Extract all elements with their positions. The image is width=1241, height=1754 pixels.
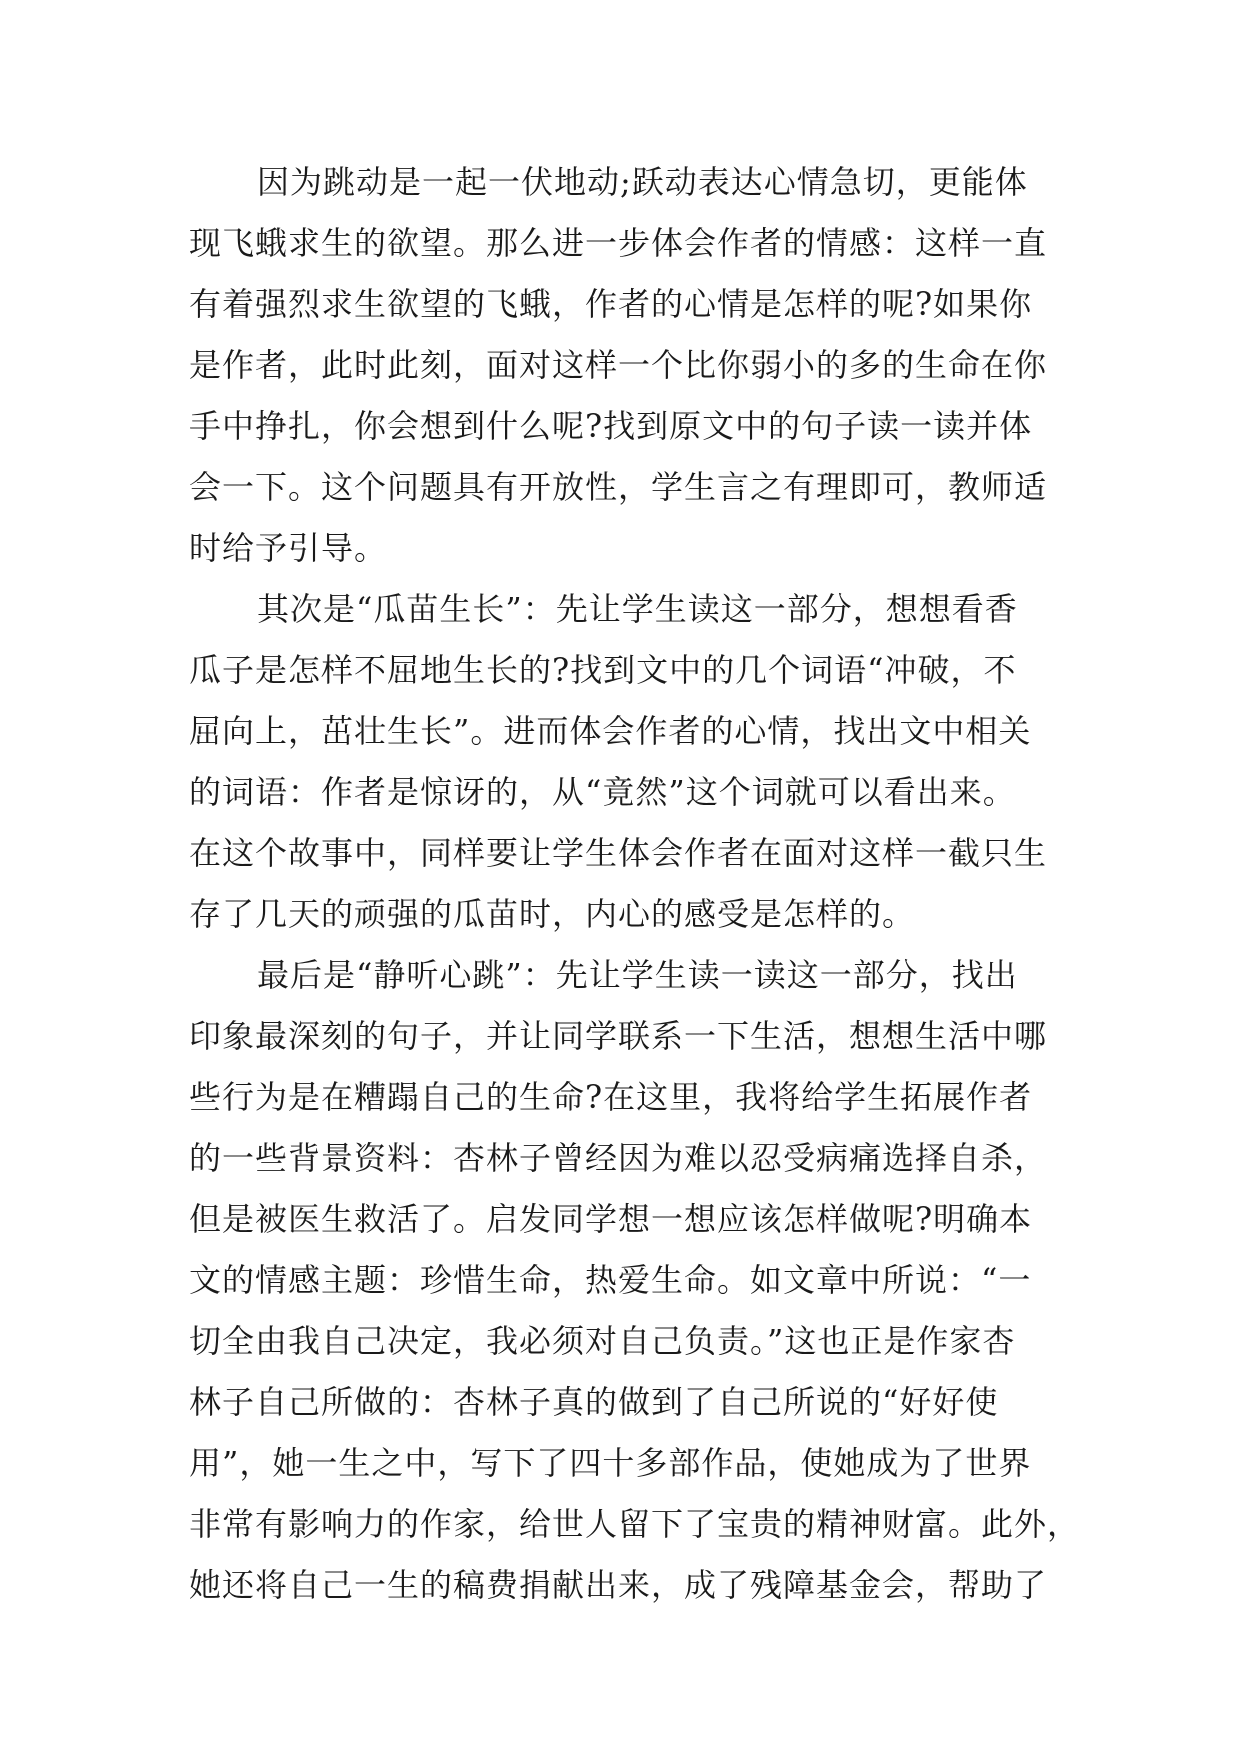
text-line: 瓜子是怎样不屈地生长的?找到文中的几个词语“冲破，不: [189, 651, 1017, 689]
text-line: 有着强烈求生欲望的飞蛾，作者的心情是怎样的呢?如果你: [189, 285, 1033, 323]
text-line: 用”，她一生之中，写下了四十多部作品，使她成为了世界: [189, 1444, 1032, 1482]
text-line: 在这个故事中，同样要让学生体会作者在面对这样一截只生: [189, 834, 1048, 872]
paragraph-1: [189, 152, 1059, 579]
document-body: [189, 152, 1081, 1616]
paragraph-3: [189, 945, 1081, 1616]
text-line: 是作者，此时此刻，面对这样一个比你弱小的多的生命在你: [189, 346, 1048, 384]
text-line: 些行为是在糟蹋自己的生命?在这里，我将给学生拓展作者: [189, 1078, 1033, 1116]
text-line: 因为跳动是一起一伏地动;跃动表达心情急切，更能体: [257, 163, 1028, 201]
text-line: 印象最深刻的句子，并让同学联系一下生活，想想生活中哪: [189, 1017, 1048, 1055]
text-line: 其次是“瓜苗生长”：先让学生读这一部分，想想看香: [257, 590, 1018, 628]
text-line: 但是被医生救活了。启发同学想一想应该怎样做呢?明确本: [189, 1200, 1033, 1238]
text-line: 存了几天的顽强的瓜苗时，内心的感受是怎样的。: [189, 895, 916, 933]
text-line: 现飞蛾求生的欲望。那么进一步体会作者的情感：这样一直: [189, 224, 1048, 262]
text-line: 最后是“静听心跳”：先让学生读一读这一部分，找出: [257, 956, 1018, 994]
paragraph-2: [189, 579, 1059, 945]
text-line: 林子自己所做的：杏林子真的做到了自己所说的“好好使: [189, 1383, 999, 1421]
text-line: 时给予引导。: [189, 529, 388, 567]
text-line: 文的情感主题：珍惜生命，热爱生命。如文章中所说：“一: [189, 1261, 1032, 1299]
text-line: 切全由我自己决定，我必须对自己负责。”这也正是作家杏: [189, 1322, 1016, 1360]
text-line: 手中挣扎，你会想到什么呢?找到原文中的句子读一读并体: [189, 407, 1033, 445]
text-line: 屈向上，茁壮生长”。进而体会作者的心情，找出文中相关: [189, 712, 1032, 750]
text-line: 的词语：作者是惊讶的，从“竟然”这个词就可以看出来。: [189, 773, 1016, 811]
text-line: 的一些背景资料：杏林子曾经因为难以忍受病痛选择自杀，: [189, 1139, 1048, 1177]
text-line: 非常有影响力的作家，给世人留下了宝贵的精神财富。此外，: [189, 1505, 1081, 1543]
text-line: 她还将自己一生的稿费捐献出来，成了残障基金会，帮助了: [189, 1566, 1048, 1604]
text-line: 会一下。这个问题具有开放性，学生言之有理即可，教师适: [189, 468, 1048, 506]
